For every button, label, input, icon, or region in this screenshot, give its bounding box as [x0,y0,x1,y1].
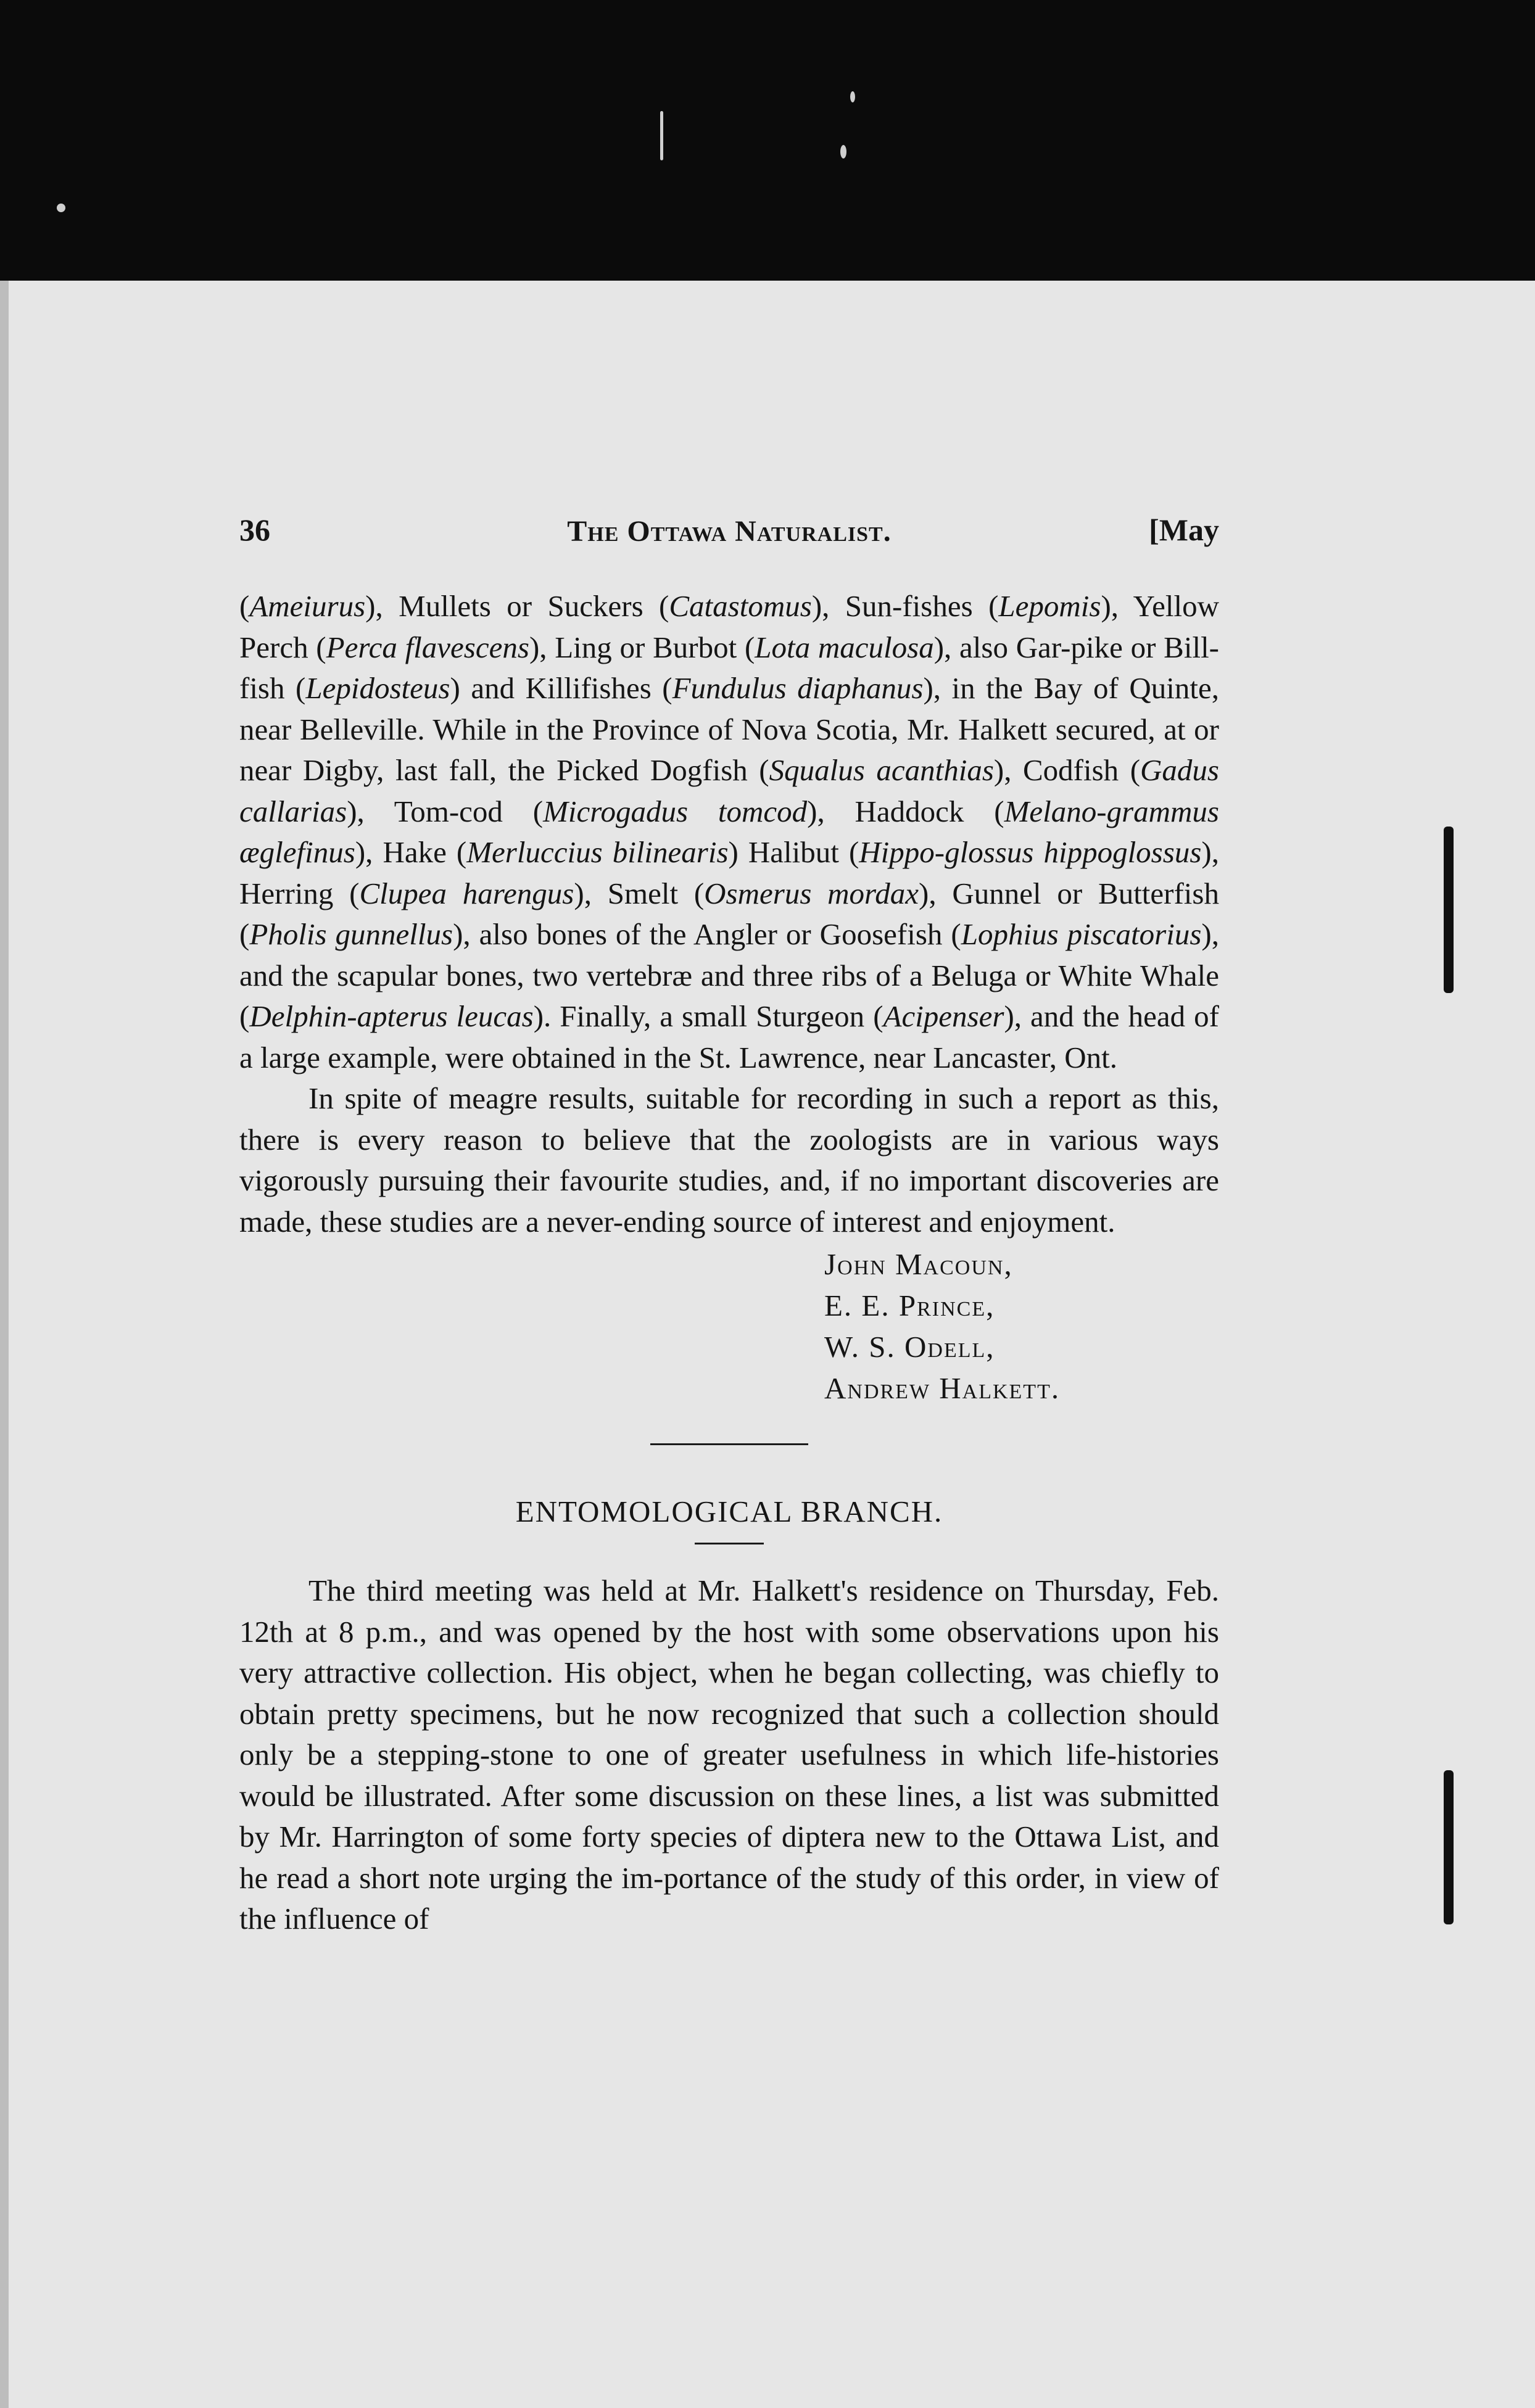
species-name: Melano-grammus æglefinus [239,794,1219,869]
heading-underline [695,1543,764,1544]
signature-block [824,1243,1219,1409]
species-name: Pholis gunnellus [249,917,453,951]
species-name: Lota maculosa [755,630,934,664]
species-name: Fundulus diaphanus [672,671,924,705]
text-run: ), in the Bay of Quinte, near Belleville. While in the Province of Nova Scotia, Mr. Halkett secured, at or near Digby, last fall, the Picked Dogfish ( [239,671,1220,787]
signature: E. E. Prince, [824,1289,995,1322]
species-name: Ameiurus [249,589,366,623]
binding-mark [1444,1770,1454,1924]
text-run: ( [239,589,250,623]
paragraph-entomology: The third meeting was held at Mr. Halkett's residence on Thursday, Feb. 12th at 8 p.m., and was opened by the host with some observations upon his very attractive collection. His object, when he began collecting, was chiefly to obtain pretty specimens, but he now recognized that such a collection should only be a stepping-stone to one of greater usefulness in which life-histories would be illustrated. After some discussion on these lines, a list was submitted by Mr. Harrington of some forty species of diptera new to the Ottawa List, and he read a short note urging the im-portance of the study of this order, in view of the influence of [239,1573,1219,1936]
species-name: Merluccius bilinearis [466,835,729,869]
species-name: Clupea harengus [359,876,574,910]
issue-month: [May [1149,513,1219,547]
running-header [239,512,1219,561]
species-name: Gadus callarias [239,753,1219,828]
text-run: ), Hake ( [355,835,467,869]
species-name: Acipenser [883,999,1004,1033]
signature: W. S. Odell, [824,1330,995,1364]
text-run: ), Mullets or Suckers ( [365,589,669,623]
species-name: Hippo-glossus hippoglossus [859,835,1202,869]
text-run: ), Gunnel or Butterfish ( [239,876,1219,951]
article-body [239,586,1219,1940]
text-run: ) and Killifishes ( [450,671,672,705]
signature: John Macoun, [824,1247,1013,1281]
text-run: ), and the scapular bones, two vertebræ and three ribs of a Beluga or White Whale ( [239,917,1219,1033]
scan-speck [850,91,855,102]
text-run: ), also Gar-pike or Bill-fish ( [239,630,1220,705]
species-name: Catastomus [669,589,812,623]
section-heading: ENTOMOLOGICAL BRANCH. [515,1495,943,1528]
text-run: ). Finally, a small Sturgeon ( [533,999,883,1033]
species-name: Lepidosteus [305,671,450,705]
species-name: Lepomis [998,589,1101,623]
text-run: In spite of meagre results, suitable for recording in such a report as this, there is every reason to believe that the zoologists are in various ways vigorously pursuing their favourite studies, and, if no important discoveries are made, these studies are a never-ending source of interest and enjoyment. [239,1081,1219,1239]
text-run: ), and the head of a large example, were obtained in the St. Lawrence, near Lancaster, Ont. [239,999,1219,1074]
section-divider [650,1443,808,1445]
paragraph-summary [239,1078,1219,1242]
species-name: Perca flavescens [326,630,529,664]
text-run: ), Ling or Burbot ( [529,630,755,664]
text-run: ), Codfish ( [993,753,1141,787]
scan-speck [57,204,65,212]
binding-mark [1444,827,1454,993]
species-name: Osmerus mordax [704,876,919,910]
scan-speck [840,145,846,159]
signature: Andrew Halkett. [824,1371,1061,1405]
text-run: ), also bones of the Angler or Goosefish ( [453,917,961,951]
species-name: Delphin-apterus leucas [249,999,534,1033]
text-run: ), Herring ( [239,835,1219,910]
page-number: 36 [239,513,270,547]
species-name: Lophius piscatorius [961,917,1202,951]
text-run: ), Tom-cod ( [347,794,544,828]
text-run: ), Yellow Perch ( [239,589,1219,664]
text-run: ), Smelt ( [574,876,705,910]
text-run: ) Halibut ( [728,835,859,869]
page-edge [0,281,9,2408]
paragraph-species-list [239,586,1219,1078]
text-run: ), Sun-fishes ( [811,589,999,623]
species-name: Squalus acanthias [769,753,994,787]
species-name: Microgadus tomcod [543,794,808,828]
journal-title: The Ottawa Naturalist. [567,515,892,548]
text-run: ), Haddock ( [807,794,1004,828]
scan-speck [660,111,663,160]
